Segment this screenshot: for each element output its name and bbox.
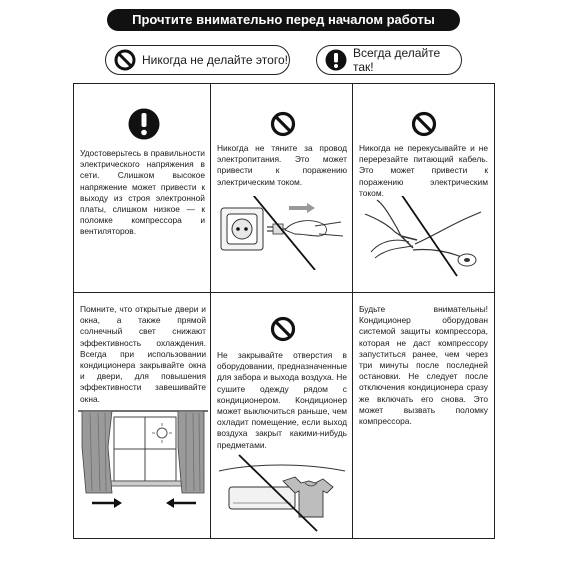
instruction-cell-windows [74,293,211,538]
instruction-cell-pull-cord [211,84,353,293]
instruction-text: Никогда не перекусывайте и не перерезайте питающий кабель. Это может привести к поражению электрическим током. [359,143,488,198]
exclamation-icon [128,108,160,140]
legend-never [105,45,290,75]
legend-always-label: Всегда делайте так! [353,46,441,74]
prohibited-icon [411,111,437,137]
page-title: Прочтите внимательно перед началом работы [107,9,460,31]
instruction-text: Помните, что открытые двери и окна, а также прямой солнечный свет снижают эффективность охлаждения. Всегда при использовании кондиционера закрывайте окна и двери, для повышения эффективности завешивайте окна. [80,304,206,404]
exclamation-icon [325,49,347,71]
window-curtains-illustration [78,407,208,517]
instruction-cell-voltage [74,84,211,293]
ac-unit-clothes-illustration [215,453,349,533]
instructions-grid [73,83,495,539]
instruction-cell-cut-cable [353,84,494,293]
instruction-cell-air-vents [211,293,353,538]
instruction-text: Никогда не тяните за провод электропитания. Это может привести к поражению электрическим током. [217,143,347,187]
instruction-text: Удостоверьтесь в правильности электрического напряжения в сети. Слишком высокое напряжение может привести к выходу из строя электронной платы, слишком низкое — к поломке компрессора и вентиляторов. [80,148,205,237]
prohibited-icon [114,49,136,71]
prohibited-icon [270,111,296,137]
legend-never-label: Никогда не делайте этого! [142,53,288,67]
instruction-text: Будьте внимательны! Кондиционер оборудован системой защиты компрессора, которая не даст компрессору запуститься ранее, чем через три минуты после последней остановки. Не следует после отключения кондиционера сразу же включать его снова. Это может вызвать поломку компрессора. [359,304,488,427]
instruction-cell-compressor-protection [353,293,494,538]
prohibited-icon [270,316,296,342]
socket-plug-illustration [215,196,349,270]
instruction-text: Не закрывайте отверстия в оборудовании, предназначенные для забора и выхода воздуха. Не сушите одежду рядом с кондиционером. Кондиционер может выключиться раньше, чем охладит помещение, если выход воздуха закрыт какими-нибудь предметами. [217,350,347,450]
pliers-cable-illustration [357,196,491,280]
legend-always [316,45,462,75]
